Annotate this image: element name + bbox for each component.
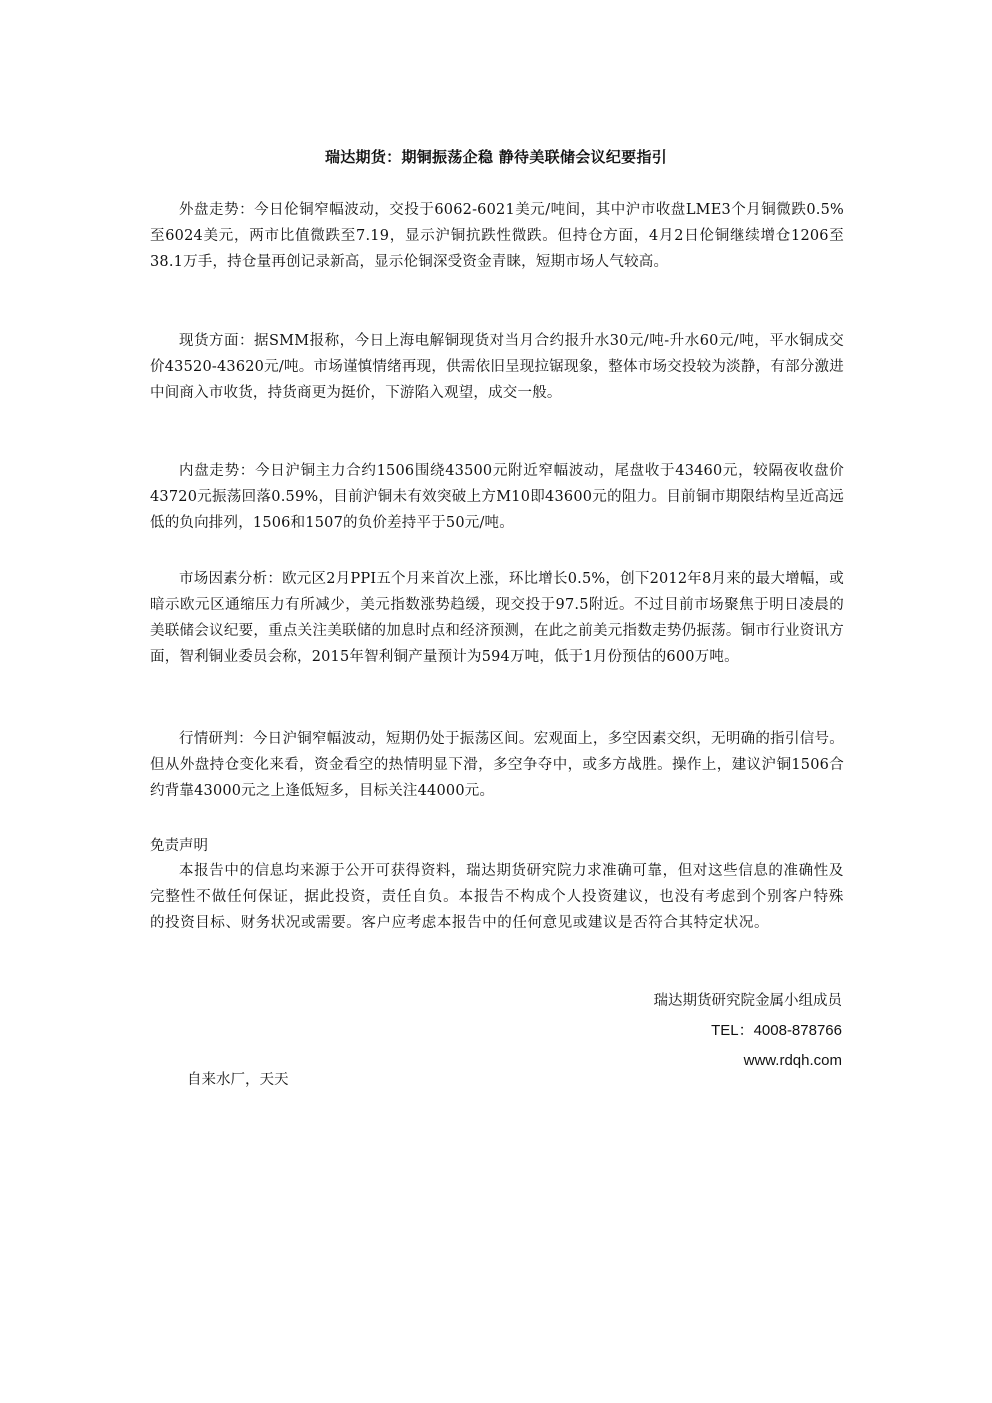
signature-tel: TEL：4008-878766	[711, 1022, 842, 1039]
paragraph-market-outlook: 行情研判：今日沪铜窄幅波动，短期仍处于振荡区间。宏观面上，多空因素交织，无明确的指引信号。但从外盘持仓变化来看，资金看空的热情明显下滑，多空争夺中，或多方战胜。操作上，建议沪铜1506合约背靠43000元之上逢低短多，目标关注44000元。	[150, 731, 844, 799]
closing-line: 自来水厂，天天	[187, 1072, 289, 1088]
signature-block	[654, 986, 843, 1076]
paragraph-market-factors: 市场因素分析：欧元区2月PPI五个月来首次上涨，环比增长0.5%，创下2012年8月来的最大增幅，或暗示欧元区通缩压力有所减少，美元指数涨势趋缓，现交投于97.5附近。不过目前市场聚焦于明日凌晨的美联储会议纪要，重点关注美联储的加息时点和经济预测，在此之前美元指数走势仍振荡。铜市行业资讯方面，智利铜业委员会称，2015年智利铜产量预计为594万吨，低于1月份预估的600万吨。	[150, 571, 844, 665]
paragraph-overseas-market: 外盘走势：今日伦铜窄幅波动，交投于6062-6021美元/吨间，其中沪市收盘LME3个月铜微跌0.5%至6024美元，两市比值微跌至7.19，显示沪铜抗跌性微跌。但持仓方面，4月2日伦铜继续增仓1206至38.1万手，持仓量再创记录新高，显示伦铜深受资金青睐，短期市场人气较高。	[150, 202, 844, 270]
paragraph-spot-market: 现货方面：据SMM报称，今日上海电解铜现货对当月合约报升水30元/吨-升水60元/吨，平水铜成交价43520-43620元/吨。市场谨慎情绪再现，供需依旧呈现拉锯现象，整体市场交投较为淡静，有部分激进中间商入市收货，持货商更为挺价，下游陷入观望，成交一般。	[150, 333, 844, 401]
paragraph-domestic-market: 内盘走势：今日沪铜主力合约1506围绕43500元附近窄幅波动，尾盘收于43460元，较隔夜收盘价43720元振荡回落0.59%，目前沪铜未有效突破上方M10即43600元的阻力。目前铜市期限结构呈近高远低的负向排列，1506和1507的负价差持平于50元/吨。	[150, 463, 844, 531]
signature-website: www.rdqh.com	[743, 1052, 842, 1069]
disclaimer-heading: 免责声明	[150, 838, 208, 854]
disclaimer-body: 本报告中的信息均来源于公开可获得资料，瑞达期货研究院力求准确可靠，但对这些信息的准确性及完整性不做任何保证，据此投资，责任自负。本报告不构成个人投资建议，也没有考虑到个别客户特殊的投资目标、财务状况或需要。客户应考虑本报告中的任何意见或建议是否符合其特定状况。	[150, 863, 844, 931]
signature-org: 瑞达期货研究院金属小组成员	[653, 993, 842, 1009]
document-title: 瑞达期货：期铜振荡企稳 静待美联储会议纪要指引	[324, 148, 668, 166]
